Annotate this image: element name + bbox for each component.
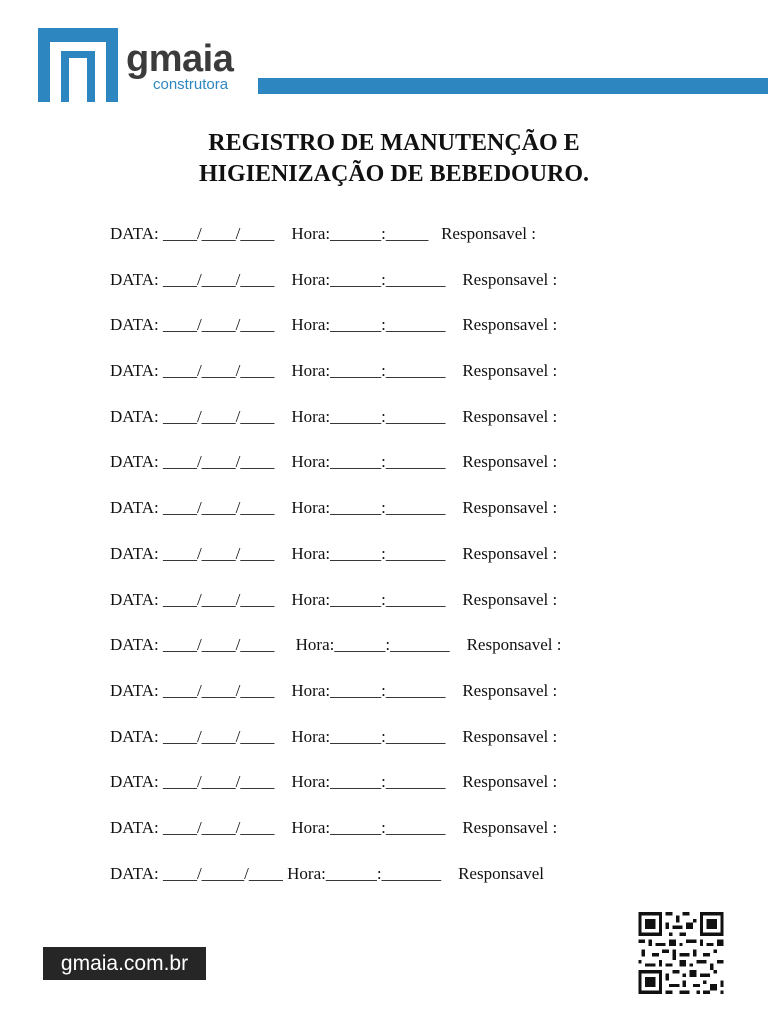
record-row: DATA: ____/____/____ Hora:______:_______ Responsavel : bbox=[110, 817, 558, 837]
record-row: DATA: ____/_____/____ Hora:______:_______ Responsavel bbox=[110, 863, 544, 883]
brand-subtitle: construtora bbox=[153, 76, 229, 93]
record-row: DATA: ____/____/____ Hora:______:_______ Responsavel : bbox=[110, 543, 558, 563]
record-row: DATA: ____/____/____ Hora:______:_______ Responsavel : bbox=[110, 452, 558, 472]
record-row: DATA: ____/____/____ Hora:______:_______ Responsavel : bbox=[110, 406, 558, 426]
record-row: DATA: ____/____/____ Hora:______:_______ Responsavel : bbox=[110, 726, 558, 746]
document-title bbox=[0, 128, 768, 190]
title-line-2: HIGIENIZAÇÃO DE BEBEDOURO. bbox=[198, 161, 590, 187]
header-bar bbox=[258, 78, 768, 94]
record-row: DATA: ____/____/____ Hora:______:_____ Responsavel : bbox=[110, 224, 536, 243]
footer-website: gmaia.com.br bbox=[43, 947, 206, 980]
record-row: DATA: ____/____/____ Hora:______:_______ Responsavel : bbox=[110, 315, 558, 335]
record-row: DATA: ____/____/____ Hora:______:_______ Responsavel : bbox=[110, 269, 558, 289]
qr-code-icon bbox=[638, 912, 724, 994]
record-row: DATA: ____/____/____ Hora:______:_______ Responsavel : bbox=[110, 680, 558, 700]
record-row: DATA: ____/____/____ Hora:______:_______ Responsavel : bbox=[110, 361, 558, 381]
record-row: DATA: ____/____/____ Hora:______:_______ Responsavel : bbox=[110, 498, 558, 518]
gmaia-logo-icon bbox=[38, 28, 118, 102]
record-row: DATA: ____/____/____ Hora:______:_______ Responsavel : bbox=[110, 635, 562, 655]
record-row: DATA: ____/____/____ Hora:______:_______ Responsavel : bbox=[110, 589, 558, 609]
record-list bbox=[110, 222, 561, 907]
brand-name: gmaia bbox=[126, 38, 234, 80]
record-row: DATA: ____/____/____ Hora:______:_______ Responsavel : bbox=[110, 772, 558, 792]
title-line-1: REGISTRO DE MANUTENÇÃO E bbox=[208, 130, 580, 156]
